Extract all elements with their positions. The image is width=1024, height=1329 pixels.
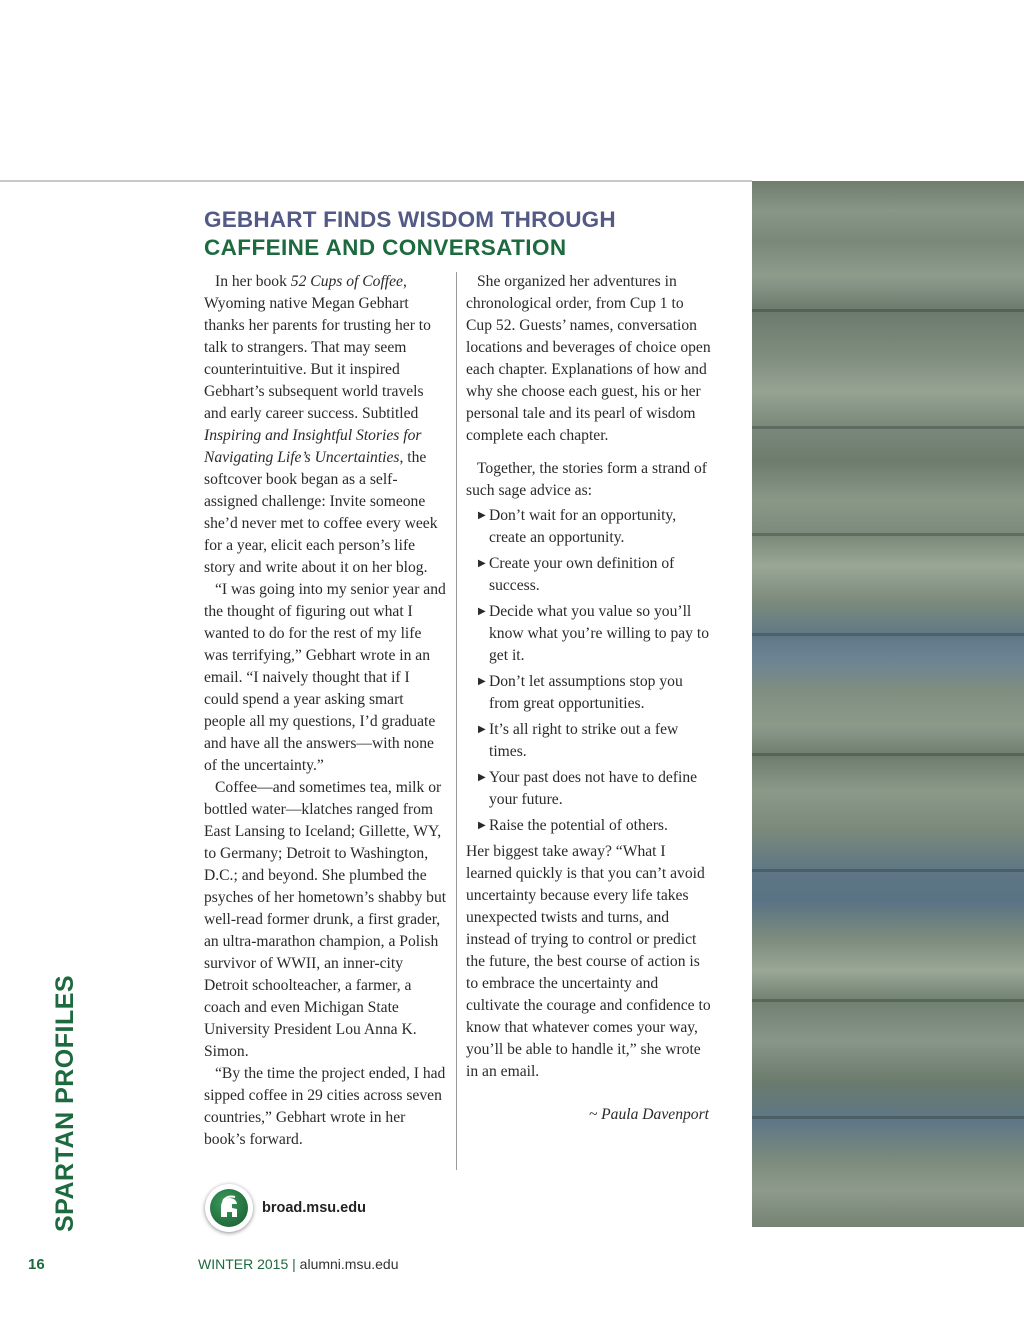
issue-season: WINTER 2015: [198, 1256, 289, 1272]
advice-list: [466, 505, 711, 837]
list-item: ▶ It’s all right to strike out a few times.: [478, 721, 679, 760]
siding-photo: [752, 181, 1024, 1227]
triangle-bullet-icon: ▶: [478, 820, 486, 831]
triangle-bullet-icon: ▶: [478, 724, 486, 735]
footer-separator: |: [292, 1256, 296, 1272]
triangle-bullet-icon: ▶: [478, 510, 486, 521]
paragraph: “By the time the project ended, I had sipped coffee in 29 cities across seven countries,” Gebhart wrote in her book’s forward.: [204, 1065, 446, 1148]
paragraph: She organized her adventures in chronological order, from Cup 1 to Cup 52. Guests’ names, conversation locations and beverages of choice open each chapter. Explanations of how and why she choose each guest, his or her personal tale and its pearl of wisdom complete each chapter.: [466, 273, 711, 444]
triangle-bullet-icon: ▶: [478, 772, 486, 783]
triangle-bullet-icon: ▶: [478, 676, 486, 687]
article-column-left: [204, 271, 447, 1151]
paragraph: Together, the stories form a strand of such sage advice as:: [466, 460, 707, 499]
paragraph: Coffee—and sometimes tea, milk or bottled water—klatches ranged from East Lansing to Iceland; Gillette, WY, to Germany; Detroit to Washington, D.C.; and beyond. She plumbed the psyches of her hometown’s shabby but well-read former drunk, a first grader, an ultra-marathon champion, a Polish survivor of WWII, an inner-city Detroit schoolteacher, a farmer, a coach and even Michigan State University President Lou Anna K. Simon.: [204, 779, 447, 1060]
footer-url[interactable]: alumni.msu.edu: [299, 1256, 399, 1272]
spartan-helmet-logo-icon: [205, 1184, 253, 1232]
triangle-bullet-icon: ▶: [478, 558, 486, 569]
headline-line1: GEBHART FINDS WISDOM THROUGH: [204, 207, 616, 232]
website-link[interactable]: broad.msu.edu: [262, 1200, 366, 1216]
headline-line2: CAFFEINE AND CONVERSATION: [204, 235, 567, 260]
footer: [198, 1256, 399, 1272]
paragraph: “I was going into my senior year and the thought of figuring out what I wanted to do for the rest of my life was terrifying,” Gebhart wrote in an email. “I naively thought that if I could spend a year asking smart people all my questions, I’d graduate and have all the answers—with none of the uncertainty.”: [204, 581, 446, 774]
list-item: ▶ Raise the potential of others.: [466, 815, 711, 837]
list-item: ▶ Don’t let assumptions stop you from great opportunities.: [478, 673, 683, 712]
paragraph: In her book 52 Cups of Coffee, Wyoming native Megan Gebhart thanks her parents for trusting her to talk to strangers. That may seem counterintuitive. But it inspired Gebhart’s subsequent world travels and early career success. Subtitled Inspiring and Insightful Stories for Navigating Life’s Uncertainties, the softcover book began as a self-assigned challenge: Invite someone she’d never met to coffee every week for a year, elicit each person’s life story and write about it on her blog.: [204, 273, 438, 576]
page-number: 16: [28, 1256, 45, 1273]
spartan-helmet-icon: [210, 1189, 248, 1227]
list-item: ▶ Don’t wait for an opportunity, create an opportunity.: [478, 507, 677, 546]
section-label: SPARTAN PROFILES: [51, 974, 79, 1232]
list-item: ▶ Your past does not have to define your future.: [478, 769, 698, 808]
paragraph: Her biggest take away? “What I learned quickly is that you can’t avoid uncertainty because every life takes unexpected twists and turns, and instead of trying to control or predict the future, the best course of action is to embrace the uncertainty and cultivate the courage and confidence to know that whatever comes your way, you’ll be able to handle it,” she wrote in an email.: [466, 843, 711, 1080]
triangle-bullet-icon: ▶: [478, 606, 486, 617]
byline: ~ Paula Davenport: [588, 1106, 709, 1123]
article-column-right: [466, 271, 711, 1126]
top-rule: [0, 180, 752, 182]
column-divider: [456, 272, 457, 1170]
list-item: ▶ Create your own definition of success.: [478, 555, 675, 594]
list-item: ▶ Decide what you value so you’ll know what you’re willing to pay to get it.: [478, 603, 710, 664]
